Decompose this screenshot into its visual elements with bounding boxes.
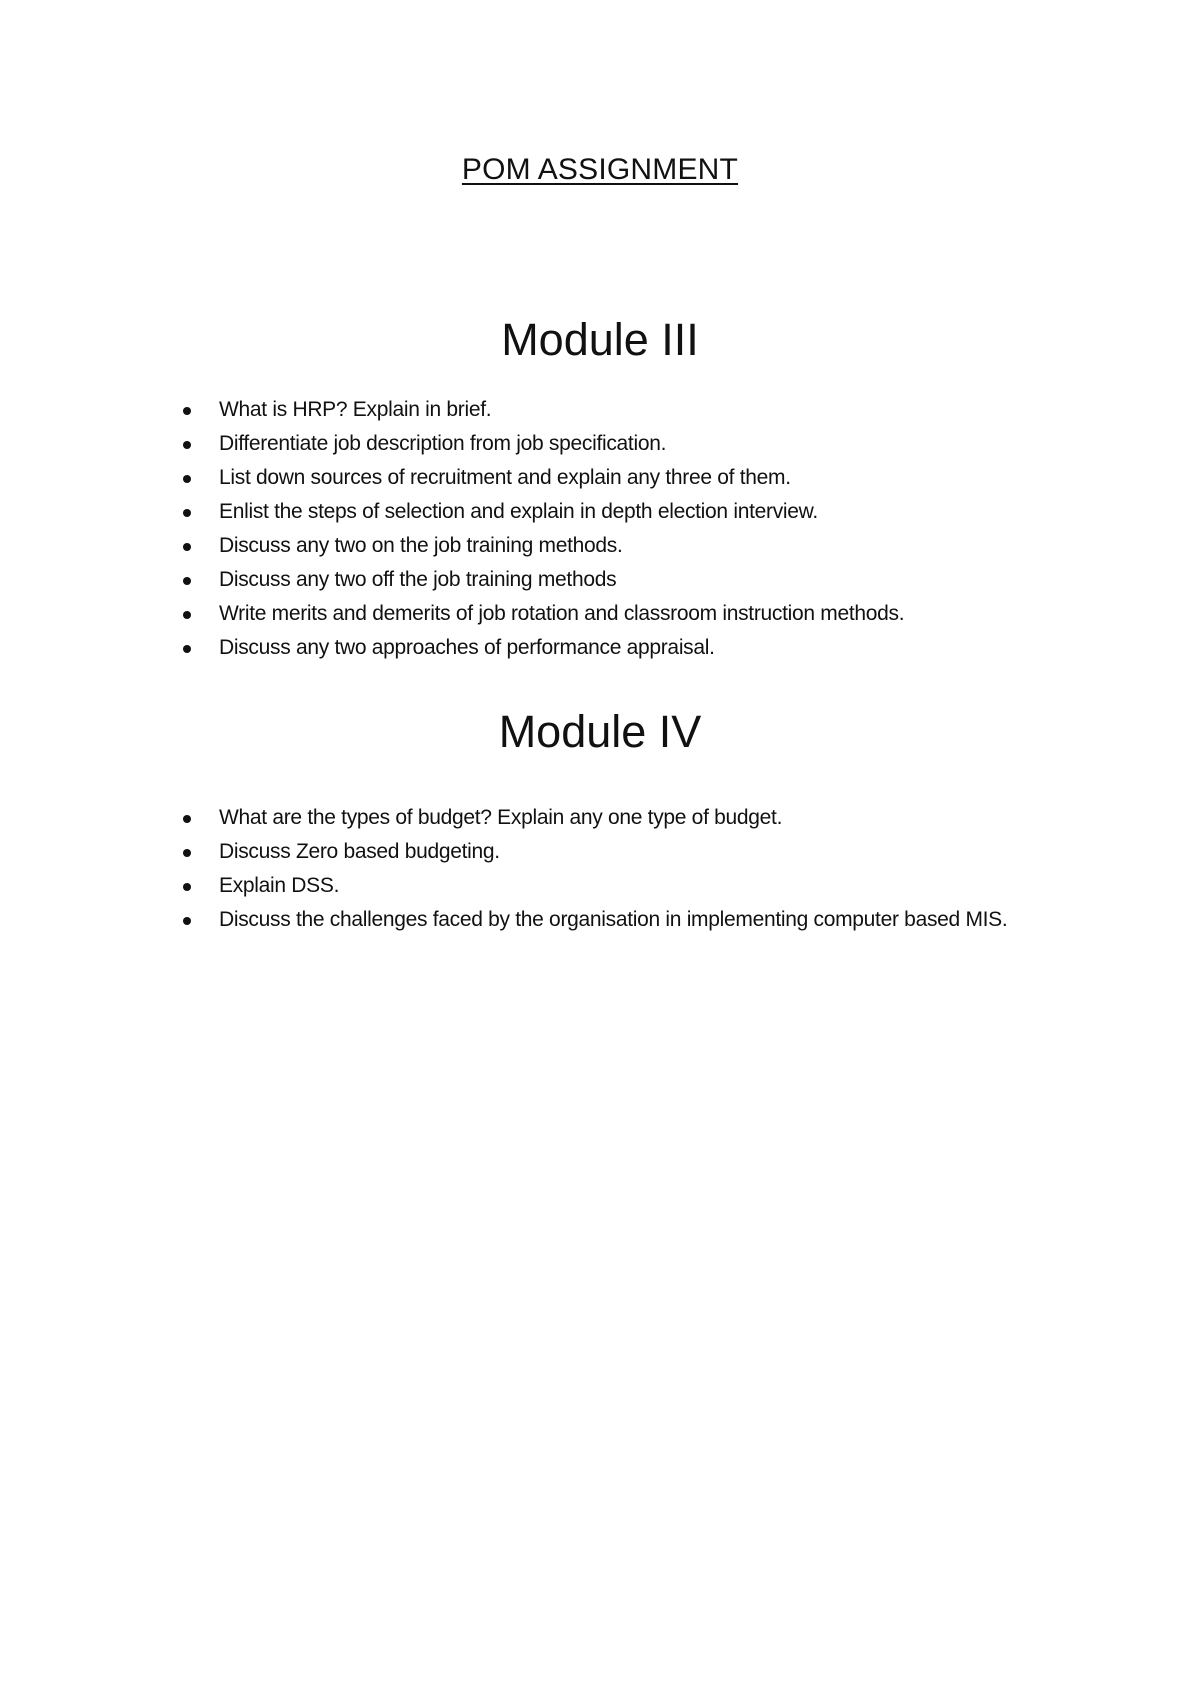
question-list-module-4 bbox=[0, 801, 1200, 937]
list-item bbox=[0, 461, 1200, 495]
list-item bbox=[0, 393, 1200, 427]
question-text: Discuss any two approaches of performance appraisal. bbox=[219, 636, 715, 659]
question-text: Explain DSS. bbox=[219, 874, 340, 897]
question-text: Discuss any two off the job training methods bbox=[219, 568, 617, 591]
bullet-icon bbox=[183, 645, 191, 653]
list-item bbox=[0, 563, 1200, 597]
bullet-icon bbox=[183, 543, 191, 551]
bullet-icon bbox=[183, 849, 191, 857]
section-heading-module-3: Module III bbox=[501, 314, 699, 365]
list-item bbox=[0, 801, 1200, 835]
question-text: Discuss Zero based budgeting. bbox=[219, 840, 500, 863]
bullet-icon bbox=[183, 509, 191, 517]
list-item bbox=[0, 597, 1200, 631]
question-text: List down sources of recruitment and explain any three of them. bbox=[219, 466, 791, 489]
bullet-icon bbox=[183, 883, 191, 891]
list-item bbox=[0, 869, 1200, 903]
bullet-icon bbox=[183, 815, 191, 823]
question-text: Differentiate job description from job specification. bbox=[219, 432, 667, 455]
list-item bbox=[0, 631, 1200, 665]
question-text: Discuss any two on the job training methods. bbox=[219, 534, 623, 557]
question-text: Enlist the steps of selection and explain in depth election interview. bbox=[219, 500, 818, 523]
question-text: Write merits and demerits of job rotation and classroom instruction methods. bbox=[219, 602, 905, 625]
document-title: POM ASSIGNMENT bbox=[461, 153, 739, 186]
bullet-icon bbox=[183, 611, 191, 619]
list-item bbox=[0, 529, 1200, 563]
bullet-icon bbox=[183, 407, 191, 415]
bullet-icon bbox=[183, 441, 191, 449]
list-item bbox=[0, 495, 1200, 529]
question-text: Discuss the challenges faced by the organisation in implementing computer based MIS. bbox=[219, 908, 1008, 931]
bullet-icon bbox=[183, 577, 191, 585]
question-list-module-3 bbox=[0, 393, 1200, 665]
list-item bbox=[0, 903, 1200, 937]
section-heading-module-4: Module IV bbox=[498, 706, 702, 757]
list-item bbox=[0, 835, 1200, 869]
question-text: What is HRP? Explain in brief. bbox=[219, 398, 492, 421]
question-text: What are the types of budget? Explain any one type of budget. bbox=[219, 806, 783, 829]
list-item bbox=[0, 427, 1200, 461]
bullet-icon bbox=[183, 917, 191, 925]
bullet-icon bbox=[183, 475, 191, 483]
